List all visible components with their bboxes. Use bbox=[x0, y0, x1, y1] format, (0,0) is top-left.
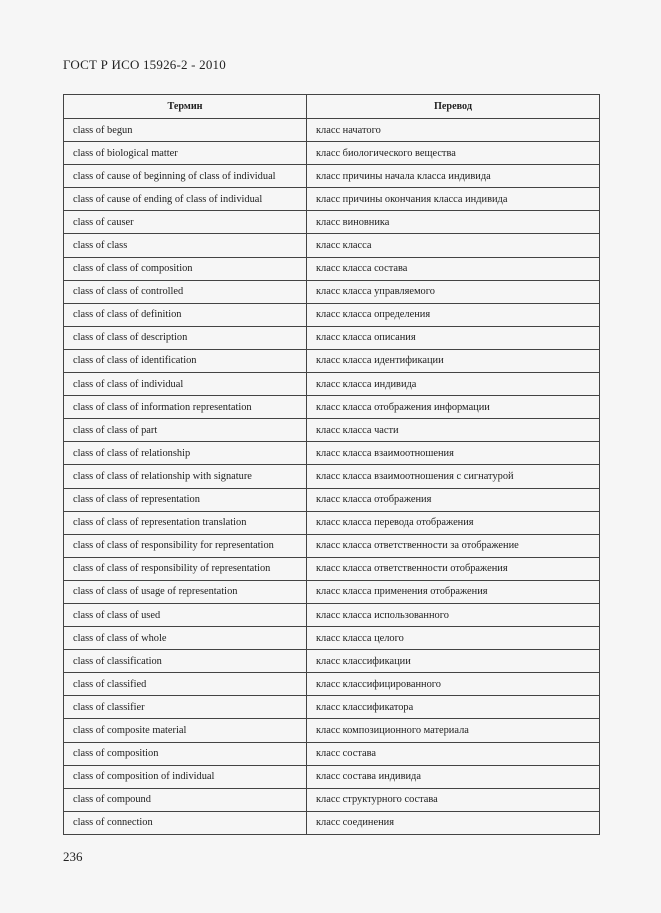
table-row bbox=[64, 765, 600, 788]
table-row bbox=[64, 603, 600, 626]
term-cell: class of class of identification bbox=[64, 349, 307, 372]
table-row bbox=[64, 742, 600, 765]
table-row bbox=[64, 488, 600, 511]
term-cell: class of connection bbox=[64, 811, 307, 834]
terms-table bbox=[63, 94, 600, 835]
table-row bbox=[64, 811, 600, 834]
translation-cell: класс класса ответственности за отображение bbox=[307, 534, 600, 557]
term-cell: class of class of usage of representation bbox=[64, 580, 307, 603]
column-header-translation: Перевод bbox=[307, 95, 600, 119]
term-cell: class of class of definition bbox=[64, 303, 307, 326]
term-cell: class of class of responsibility for representation bbox=[64, 534, 307, 557]
term-cell: class of class of individual bbox=[64, 373, 307, 396]
translation-cell: класс класса состава bbox=[307, 257, 600, 280]
table-row bbox=[64, 650, 600, 673]
translation-cell: класс класса отображения информации bbox=[307, 396, 600, 419]
translation-cell: класс классификации bbox=[307, 650, 600, 673]
translation-cell: класс структурного состава bbox=[307, 788, 600, 811]
table-row bbox=[64, 326, 600, 349]
translation-cell: класс классификатора bbox=[307, 696, 600, 719]
translation-cell: класс биологического вещества bbox=[307, 142, 600, 165]
term-cell: class of cause of beginning of class of individual bbox=[64, 165, 307, 188]
translation-cell: класс состава индивида bbox=[307, 765, 600, 788]
table-row bbox=[64, 142, 600, 165]
table-row bbox=[64, 557, 600, 580]
table-row bbox=[64, 373, 600, 396]
table-header-row bbox=[64, 95, 600, 119]
term-cell: class of compound bbox=[64, 788, 307, 811]
table-row bbox=[64, 188, 600, 211]
table-row bbox=[64, 673, 600, 696]
table-row bbox=[64, 580, 600, 603]
table-row bbox=[64, 234, 600, 257]
translation-cell: класс класса взаимоотношения с сигнатурой bbox=[307, 465, 600, 488]
term-cell: class of biological matter bbox=[64, 142, 307, 165]
table-row bbox=[64, 719, 600, 742]
term-cell: class of causer bbox=[64, 211, 307, 234]
translation-cell: класс класса управляемого bbox=[307, 280, 600, 303]
column-header-term: Термин bbox=[64, 95, 307, 119]
translation-cell: класс класса определения bbox=[307, 303, 600, 326]
translation-cell: класс класса описания bbox=[307, 326, 600, 349]
table-row bbox=[64, 119, 600, 142]
translation-cell: класс класса использованного bbox=[307, 603, 600, 626]
term-cell: class of class of composition bbox=[64, 257, 307, 280]
term-cell: class of class of information representation bbox=[64, 396, 307, 419]
term-cell: class of class of responsibility of representation bbox=[64, 557, 307, 580]
translation-cell: класс композиционного материала bbox=[307, 719, 600, 742]
translation-cell: класс причины окончания класса индивида bbox=[307, 188, 600, 211]
term-cell: class of composition bbox=[64, 742, 307, 765]
translation-cell: класс виновника bbox=[307, 211, 600, 234]
term-cell: class of composite material bbox=[64, 719, 307, 742]
translation-cell: класс классифицированного bbox=[307, 673, 600, 696]
table-row bbox=[64, 211, 600, 234]
translation-cell: класс класса применения отображения bbox=[307, 580, 600, 603]
translation-cell: класс класса части bbox=[307, 419, 600, 442]
term-cell: class of classification bbox=[64, 650, 307, 673]
table-row bbox=[64, 349, 600, 372]
translation-cell: класс соединения bbox=[307, 811, 600, 834]
table-row bbox=[64, 627, 600, 650]
term-cell: class of class of controlled bbox=[64, 280, 307, 303]
table-row bbox=[64, 465, 600, 488]
terms-table-body bbox=[64, 119, 600, 835]
term-cell: class of class of used bbox=[64, 603, 307, 626]
table-row bbox=[64, 303, 600, 326]
translation-cell: класс класса bbox=[307, 234, 600, 257]
term-cell: class of class of part bbox=[64, 419, 307, 442]
table-row bbox=[64, 419, 600, 442]
translation-cell: класс класса перевода отображения bbox=[307, 511, 600, 534]
table-row bbox=[64, 534, 600, 557]
table-row bbox=[64, 696, 600, 719]
term-cell: class of begun bbox=[64, 119, 307, 142]
translation-cell: класс начатого bbox=[307, 119, 600, 142]
translation-cell: класс класса взаимоотношения bbox=[307, 442, 600, 465]
term-cell: class of class of representation translation bbox=[64, 511, 307, 534]
translation-cell: класс класса ответственности отображения bbox=[307, 557, 600, 580]
term-cell: class of class of whole bbox=[64, 627, 307, 650]
page-number: 236 bbox=[63, 849, 83, 864]
term-cell: class of class of relationship bbox=[64, 442, 307, 465]
table-row bbox=[64, 257, 600, 280]
translation-cell: класс состава bbox=[307, 742, 600, 765]
table-row bbox=[64, 165, 600, 188]
translation-cell: класс класса целого bbox=[307, 627, 600, 650]
term-cell: class of class bbox=[64, 234, 307, 257]
document-header: ГОСТ Р ИСО 15926-2 - 2010 bbox=[63, 57, 226, 72]
table-row bbox=[64, 280, 600, 303]
term-cell: class of classified bbox=[64, 673, 307, 696]
table-row bbox=[64, 442, 600, 465]
translation-cell: класс причины начала класса индивида bbox=[307, 165, 600, 188]
term-cell: class of cause of ending of class of individual bbox=[64, 188, 307, 211]
term-cell: class of class of description bbox=[64, 326, 307, 349]
term-cell: class of class of relationship with signature bbox=[64, 465, 307, 488]
table-row bbox=[64, 788, 600, 811]
table-row bbox=[64, 511, 600, 534]
translation-cell: класс класса идентификации bbox=[307, 349, 600, 372]
term-cell: class of class of representation bbox=[64, 488, 307, 511]
term-cell: class of composition of individual bbox=[64, 765, 307, 788]
translation-cell: класс класса отображения bbox=[307, 488, 600, 511]
table-row bbox=[64, 396, 600, 419]
term-cell: class of classifier bbox=[64, 696, 307, 719]
translation-cell: класс класса индивида bbox=[307, 373, 600, 396]
